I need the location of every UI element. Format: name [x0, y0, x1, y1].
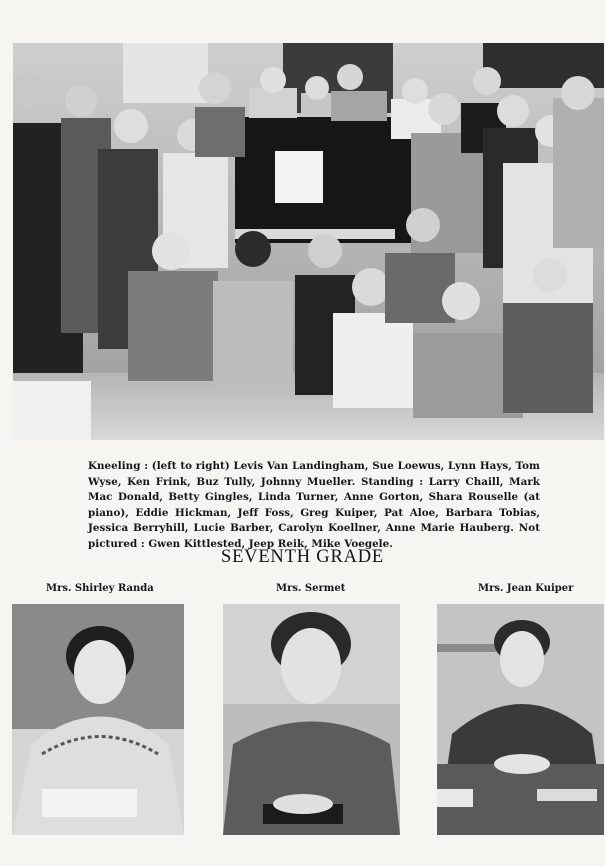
class-group-photo	[13, 43, 604, 440]
teacher-portrait-1	[12, 604, 184, 835]
photo-caption: Kneeling : (left to right) Levis Van Landingham, Sue Loewus, Lynn Hays, Tom Wyse, Ken Frink, Buz Tully, Johnny Mueller. Standing : Larry Chaill, Mark Mac Donald, Betty Gingles, Linda Turner, Anne Gorton, Shara Rouselle (at piano), Eddie Hickman, Jeff Foss, Greg Kuiper, Pat Aloe, Barbara Tobias, Jessica Berryhill, Lucie Barber, Carolyn Koellner, Anne Marie Hauberg. Not pictured : Gwen Kittlested, Jeep Reik, Mike Voegele.	[88, 460, 540, 550]
teacher-portrait-1-illustration	[12, 604, 184, 835]
teacher-name-3: Mrs. Jean Kuiper	[478, 583, 574, 594]
teacher-name-1: Mrs. Shirley Randa	[46, 583, 154, 594]
teacher-portrait-3-illustration	[437, 604, 604, 835]
teacher-portrait-3	[437, 604, 604, 835]
teacher-portrait-2	[223, 604, 400, 835]
teacher-portrait-2-illustration	[223, 604, 400, 835]
class-photo-illustration	[13, 43, 604, 440]
section-title: SEVENTH GRADE	[220, 547, 385, 567]
teacher-name-2: Mrs. Sermet	[276, 583, 346, 594]
